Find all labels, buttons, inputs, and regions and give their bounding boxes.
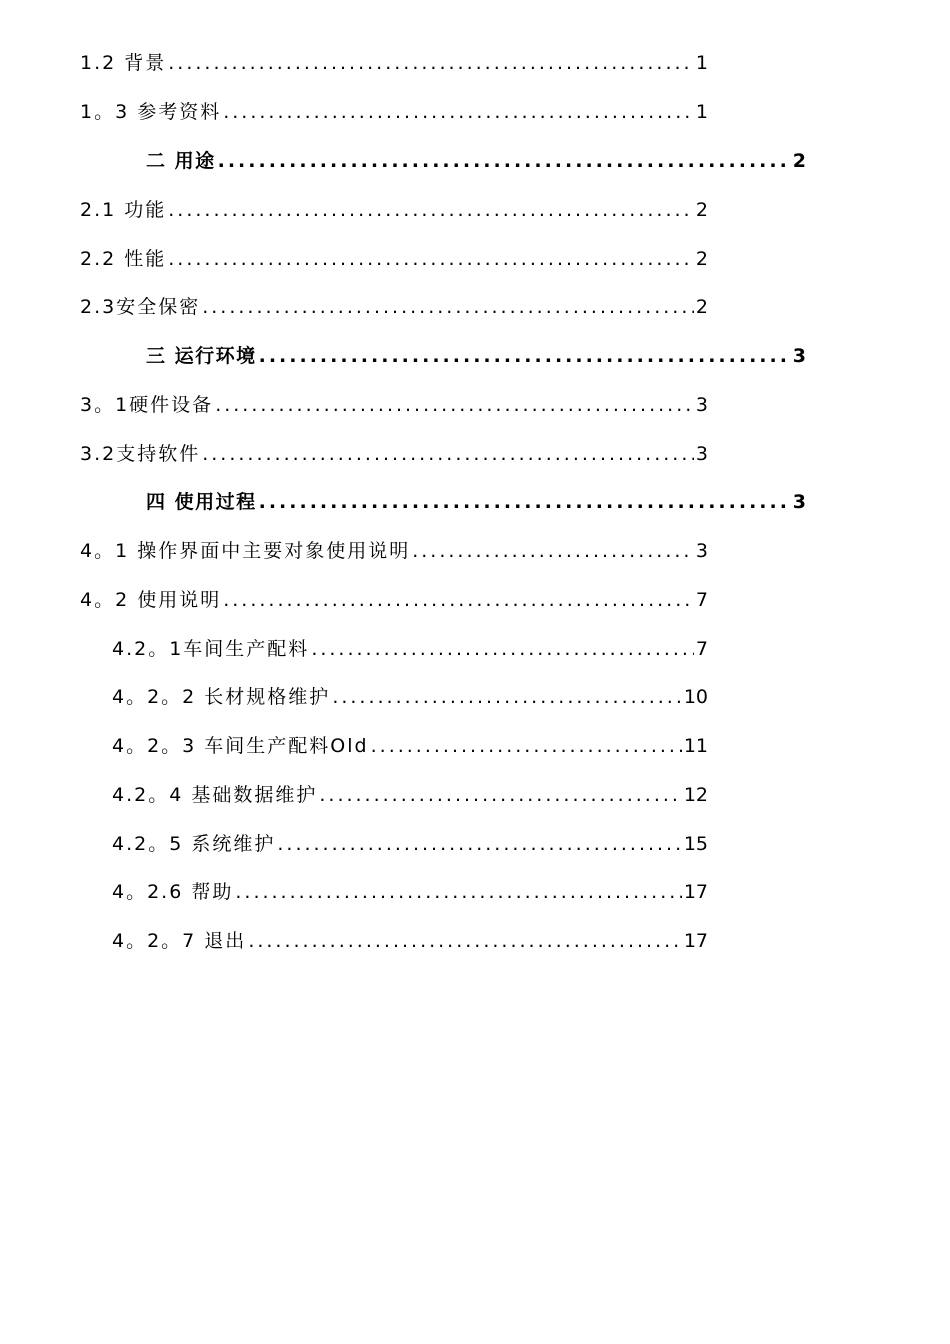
toc-entry-label: 3.2支持软件 [80,443,201,465]
toc-subentry[interactable] [112,731,708,761]
toc-page-number: 7 [695,589,708,611]
toc-dot-leader [218,146,791,176]
toc-entry-label: 4.2。1车间生产配料 [112,638,310,660]
toc-entry-label: 4。2。3 车间生产配料Old [112,735,369,757]
toc-entry[interactable] [80,48,708,78]
toc-subentry[interactable] [112,634,708,664]
toc-entry[interactable] [80,97,708,127]
toc-entry[interactable] [80,536,708,566]
toc-entry-label: 1。3 参考资料 [80,101,222,123]
toc-subentry[interactable] [112,682,708,712]
toc-entry[interactable] [80,292,708,322]
toc-entry-label: 二 用途 [146,150,216,172]
toc-dot-leader [311,634,694,664]
toc-entry-label: 2.2 性能 [80,248,167,270]
toc-dot-leader [259,341,791,371]
toc-entry-label: 4。1 操作界面中主要对象使用说明 [80,540,411,562]
toc-entry[interactable] [80,585,708,615]
toc-entry-label: 三 运行环境 [146,345,257,367]
toc-entry-label: 4.2。5 系统维护 [112,833,276,855]
toc-dot-leader [223,585,694,615]
toc-entry[interactable] [80,244,708,274]
toc-page-number: 2 [792,150,806,172]
toc-page-number: 3 [695,394,708,416]
toc-dot-leader [168,195,694,225]
toc-subentry[interactable] [112,926,708,956]
toc-dot-leader [332,682,682,712]
toc-subentry[interactable] [112,829,708,859]
toc-dot-leader [248,926,682,956]
toc-entry-label: 2.3安全保密 [80,296,201,318]
toc-subentry[interactable] [112,780,708,810]
toc-dot-leader [202,292,694,322]
toc-page-number: 17 [683,930,708,952]
toc-entry-label: 4。2 使用说明 [80,589,222,611]
toc-dot-leader [215,390,694,420]
toc-dot-leader [277,829,681,859]
toc-entry-label: 3。1硬件设备 [80,394,214,416]
toc-entry-label: 4。2。2 长材规格维护 [112,686,331,708]
toc-page-number: 10 [683,686,708,708]
toc-chapter-entry[interactable] [146,487,806,517]
toc-entry-label: 4。2。7 退出 [112,930,247,952]
toc-entry[interactable] [80,390,708,420]
toc-entry-label: 四 使用过程 [146,491,257,513]
toc-page-number: 1 [695,101,708,123]
toc-dot-leader [371,731,682,761]
toc-page-number: 12 [683,784,708,806]
toc-entry-label: 4.2。4 基础数据维护 [112,784,318,806]
toc-page-number: 3 [695,443,708,465]
toc-page-number: 3 [695,540,708,562]
toc-subentry[interactable] [112,877,708,907]
toc-page-number: 17 [683,881,708,903]
toc-page-number: 7 [695,638,708,660]
toc-page-number: 2 [695,199,708,221]
toc-page-number: 11 [683,735,708,757]
toc-page-number: 3 [792,345,806,367]
toc-page-number: 2 [695,296,708,318]
toc-dot-leader [319,780,681,810]
toc-dot-leader [235,877,681,907]
toc-page-number: 2 [695,248,708,270]
toc-entry[interactable] [80,195,708,225]
toc-page-number: 15 [683,833,708,855]
toc-chapter-entry[interactable] [146,146,806,176]
toc-entry-label: 2.1 功能 [80,199,167,221]
toc-dot-leader [168,244,694,274]
toc-chapter-entry[interactable] [146,341,806,371]
toc-dot-leader [168,48,694,78]
toc-dot-leader [202,439,694,469]
toc-dot-leader [412,536,694,566]
toc-entry-label: 1.2 背景 [80,52,167,74]
toc-page-number: 3 [792,491,806,513]
toc-dot-leader [259,487,791,517]
toc-dot-leader [223,97,694,127]
toc-page-number: 1 [695,52,708,74]
toc-entry[interactable] [80,439,708,469]
toc-entry-label: 4。2.6 帮助 [112,881,234,903]
